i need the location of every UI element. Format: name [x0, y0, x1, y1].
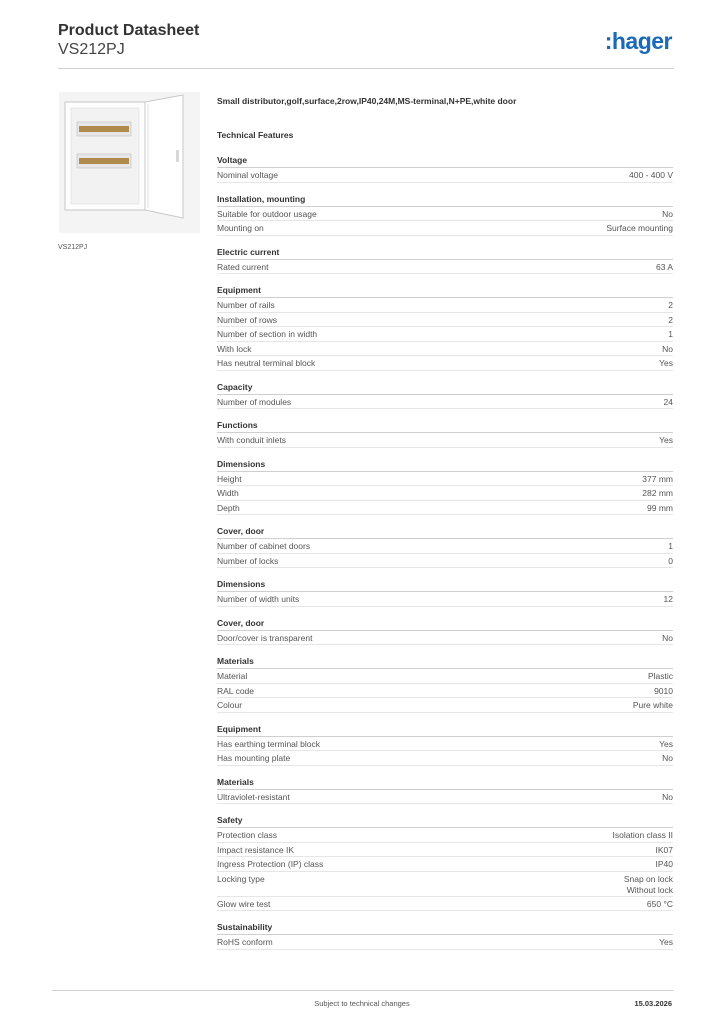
- spec-value: Surface mounting: [606, 223, 673, 233]
- product-description: Small distributor,golf,surface,2row,IP40,24M,MS-terminal,N+PE,white door: [217, 96, 517, 106]
- spec-value: Yes: [659, 937, 673, 947]
- spec-group: [217, 776, 673, 805]
- spec-group-title: Functions: [217, 419, 673, 433]
- spec-row: [217, 501, 673, 516]
- spec-row: [217, 843, 673, 858]
- product-image: [59, 92, 200, 233]
- spec-label: Protection class: [217, 830, 277, 840]
- spec-row: [217, 684, 673, 699]
- spec-group-title: Sustainability: [217, 921, 673, 935]
- spec-value: No: [662, 208, 673, 219]
- spec-group-title: Cover, door: [217, 617, 673, 631]
- spec-row: [217, 260, 673, 275]
- spec-label: With conduit inlets: [217, 435, 286, 445]
- spec-value: 1: [668, 541, 673, 551]
- spec-value: 282 mm: [642, 488, 673, 498]
- spec-group-title: Dimensions: [217, 458, 673, 472]
- spec-row: [217, 737, 673, 752]
- spec-group: [217, 193, 673, 236]
- spec-group: [217, 246, 673, 275]
- spec-label: Ultraviolet-resistant: [217, 791, 290, 802]
- spec-row: [217, 313, 673, 328]
- spec-group-title: Materials: [217, 776, 673, 790]
- page-header: [58, 22, 199, 59]
- spec-value: 2: [668, 314, 673, 325]
- spec-value: No: [662, 632, 673, 643]
- features-title: Technical Features: [217, 130, 294, 140]
- spec-value: 1: [668, 329, 673, 339]
- spec-label: Colour: [217, 700, 243, 710]
- footer-divider: [52, 990, 674, 991]
- spec-row: [217, 554, 673, 569]
- spec-value: No: [662, 343, 673, 354]
- spec-row: [217, 698, 673, 713]
- spec-row: [217, 631, 673, 646]
- spec-value: 12: [663, 594, 673, 604]
- spec-value: 650 °C: [646, 898, 673, 909]
- spec-label: RAL code: [217, 685, 255, 696]
- image-caption: VS212PJ: [58, 244, 88, 251]
- spec-value: 400 - 400 V: [629, 170, 673, 180]
- spec-value: 24: [663, 396, 673, 407]
- spec-label: Glow wire test: [217, 898, 271, 909]
- spec-label: Number of section in width: [217, 329, 318, 339]
- spec-label: Number of cabinet doors: [217, 541, 311, 551]
- spec-group: [217, 525, 673, 568]
- spec-row: [217, 669, 673, 684]
- spec-value: Yes: [659, 738, 673, 749]
- spec-row: [217, 207, 673, 222]
- spec-row: [217, 472, 673, 487]
- spec-row: [217, 327, 673, 342]
- spec-group-title: Cover, door: [217, 525, 673, 539]
- spec-row: [217, 433, 673, 448]
- spec-label: Number of locks: [217, 555, 279, 566]
- spec-row: [217, 395, 673, 410]
- hager-logo: [594, 30, 674, 54]
- spec-group-title: Capacity: [217, 381, 673, 395]
- spec-label: Number of modules: [217, 396, 292, 407]
- spec-row: [217, 539, 673, 554]
- spec-label: Number of rows: [217, 314, 277, 325]
- spec-value: Yes: [659, 435, 673, 445]
- spec-row: [217, 935, 673, 950]
- spec-groups: [217, 154, 673, 950]
- spec-value: IK07: [655, 844, 673, 855]
- spec-label: Width: [217, 488, 239, 498]
- spec-value: Plastic: [647, 671, 673, 681]
- spec-value: 63 A: [655, 261, 673, 272]
- spec-label: Rated current: [217, 261, 269, 272]
- spec-label: Number of width units: [217, 594, 300, 604]
- spec-row: [217, 751, 673, 766]
- spec-group-title: Installation, mounting: [217, 193, 673, 207]
- spec-row: [217, 356, 673, 371]
- spec-label: Mounting on: [217, 223, 264, 233]
- spec-row: [217, 790, 673, 805]
- spec-label: Has earthing terminal block: [217, 738, 320, 749]
- spec-value: 9010: [654, 685, 673, 696]
- spec-group: [217, 921, 673, 950]
- spec-value: Yes: [659, 358, 673, 368]
- spec-value: 377 mm: [642, 473, 673, 484]
- footer-note: Subject to technical changes: [314, 999, 410, 1008]
- spec-label: Has mounting plate: [217, 753, 291, 763]
- spec-value: 2: [668, 300, 673, 310]
- spec-group: [217, 419, 673, 448]
- spec-value: Pure white: [632, 700, 673, 710]
- spec-group: [217, 578, 673, 607]
- spec-label: Suitable for outdoor usage: [217, 208, 317, 219]
- spec-label: Nominal voltage: [217, 170, 278, 180]
- spec-group: [217, 458, 673, 516]
- spec-label: Has neutral terminal block: [217, 358, 316, 368]
- spec-row: [217, 828, 673, 843]
- spec-group-title: Equipment: [217, 723, 673, 737]
- spec-group-title: Voltage: [217, 154, 673, 168]
- spec-group: [217, 814, 673, 911]
- header-divider: [58, 68, 674, 69]
- spec-label: Ingress Protection (IP) class: [217, 859, 324, 869]
- spec-label: Locking type: [217, 873, 265, 884]
- spec-content: [217, 94, 673, 960]
- spec-group: [217, 381, 673, 410]
- document-title: Product Datasheet: [58, 22, 200, 39]
- spec-row: [217, 342, 673, 357]
- spec-group: [217, 723, 673, 766]
- spec-label: Height: [217, 473, 242, 484]
- spec-row: [217, 897, 673, 912]
- spec-group-title: Safety: [217, 814, 673, 828]
- product-code: VS212PJ: [58, 41, 125, 58]
- spec-label: RoHS conform: [217, 937, 273, 947]
- spec-row: [217, 872, 673, 897]
- spec-label: With lock: [217, 343, 252, 354]
- spec-value: IP40: [655, 859, 673, 869]
- spec-row: [217, 221, 673, 236]
- spec-label: Number of rails: [217, 300, 275, 310]
- footer-date: 15.03.2026: [634, 999, 672, 1008]
- spec-row: [217, 298, 673, 313]
- spec-group: [217, 284, 673, 371]
- spec-value: Isolation class II: [612, 830, 673, 840]
- spec-value: Snap on lock Without lock: [623, 873, 673, 895]
- spec-group-title: Equipment: [217, 284, 673, 298]
- spec-row: [217, 168, 673, 183]
- spec-row: [217, 486, 673, 501]
- spec-row: [217, 857, 673, 872]
- spec-group-title: Dimensions: [217, 578, 673, 592]
- spec-value: 99 mm: [647, 502, 673, 513]
- spec-label: Material: [217, 671, 248, 681]
- spec-row: [217, 592, 673, 607]
- spec-value: 0: [668, 555, 673, 566]
- spec-group: [217, 154, 673, 183]
- logo-text: :hager: [604, 30, 672, 54]
- spec-group-title: Materials: [217, 655, 673, 669]
- spec-group: [217, 617, 673, 646]
- spec-label: Depth: [217, 502, 240, 513]
- spec-value: No: [662, 753, 673, 763]
- spec-group: [217, 655, 673, 713]
- spec-label: Door/cover is transparent: [217, 632, 313, 643]
- spec-group-title: Electric current: [217, 246, 673, 260]
- spec-label: Impact resistance IK: [217, 844, 295, 855]
- spec-value: No: [662, 791, 673, 802]
